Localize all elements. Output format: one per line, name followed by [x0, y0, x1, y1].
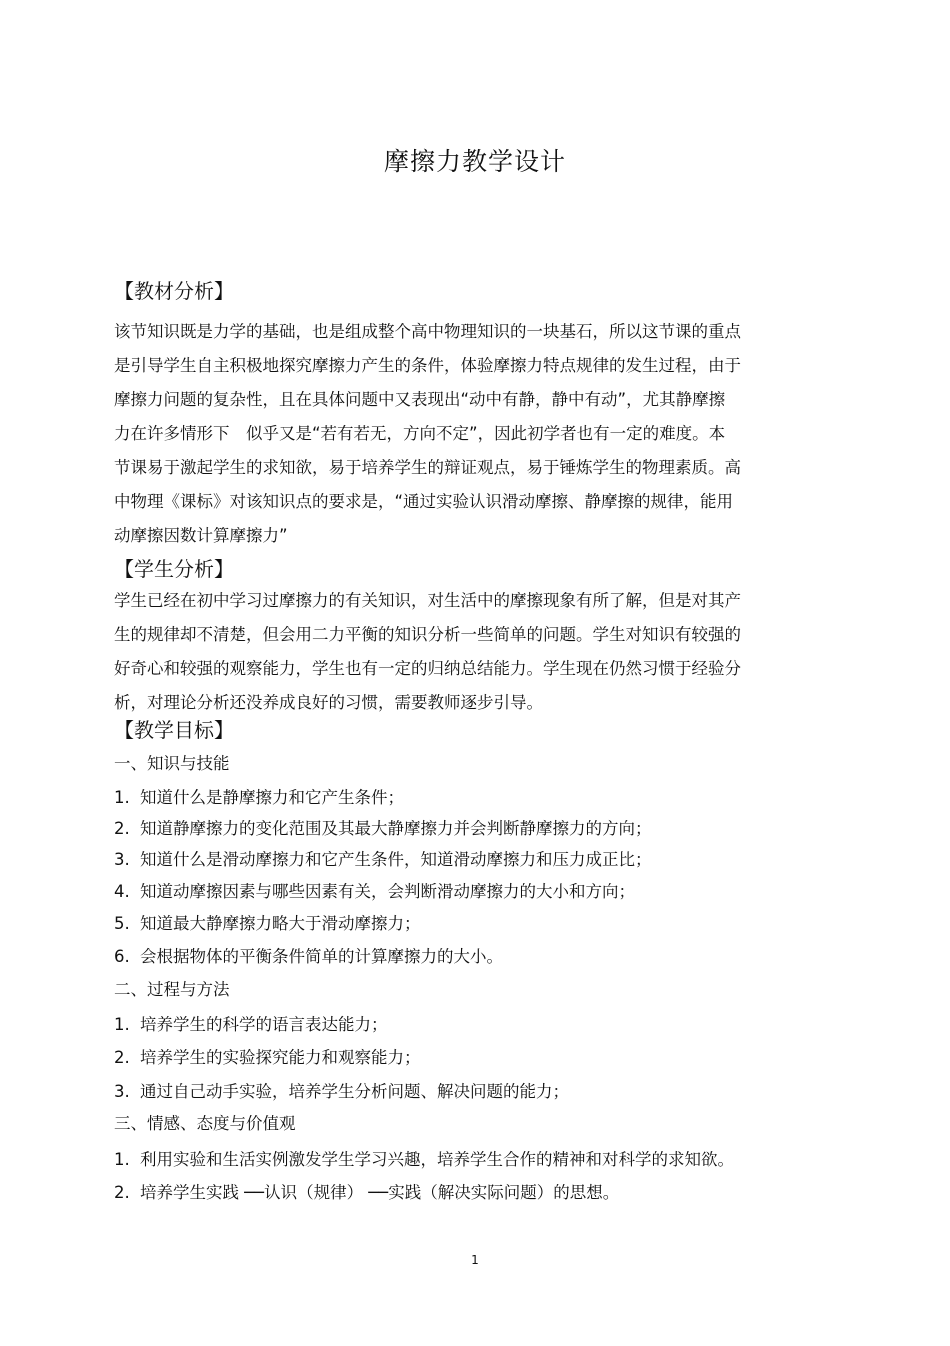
item-text: 知道动摩擦因素与哪些因素有关，会判断滑动摩擦力的大小和方向； [140, 882, 635, 901]
page-number: 1 [471, 1253, 479, 1267]
item-text: 知道静摩擦力的变化范围及其最大静摩擦力并会判断静摩擦力的方向； [140, 819, 652, 838]
knowledge-skills-heading: 一、知识与技能 [114, 754, 230, 773]
paragraph-line: 学生已经在初中学习过摩擦力的有关知识，对生活中的摩擦现象有所了解，但是对其产 [114, 591, 741, 610]
item-number: 5. [114, 914, 130, 933]
material-analysis-paragraph [114, 315, 804, 553]
item-text: 利用实验和生活实例激发学生学习兴趣，培养学生合作的精神和对科学的求知欲。 [140, 1150, 734, 1169]
list-item [114, 1146, 734, 1170]
list-item [114, 1179, 619, 1203]
paragraph-line: 节课易于激起学生的求知欲，易于培养学生的辩证观点，易于锤炼学生的物理素质。高 [114, 458, 741, 477]
item-text: 培养学生的科学的语言表达能力； [140, 1015, 388, 1034]
paragraph-line: 中物理《课标》对该知识点的要求是，“通过实验认识滑动摩擦、静摩擦的规律，能用 [114, 492, 734, 511]
list-item [114, 1044, 421, 1068]
item-text: 培养学生的实验探究能力和观察能力； [140, 1048, 421, 1067]
paragraph-line: 动摩擦因数计算摩擦力” [114, 526, 288, 545]
item-text: 知道什么是滑动摩擦力和它产生条件，知道滑动摩擦力和压力成正比； [140, 850, 652, 869]
paragraph-line: 力在许多情形下 似乎又是“若有若无，方向不定”，因此初学者也有一定的难度。本 [114, 424, 726, 443]
paragraph-line: 生的规律却不清楚，但会用二力平衡的知识分析一些简单的问题。学生对知识有较强的 [114, 625, 741, 644]
item-text: 知道什么是静摩擦力和它产生条件； [140, 788, 404, 807]
material-analysis-heading: 【教材分析】 [114, 279, 234, 303]
student-analysis-heading: 【学生分析】 [114, 557, 234, 581]
item-number: 4. [114, 882, 130, 901]
list-item [114, 1078, 569, 1102]
student-analysis-paragraph [114, 584, 804, 720]
paragraph-line: 好奇心和较强的观察能力，学生也有一定的归纳总结能力。学生现在仍然习惯于经验分 [114, 659, 741, 678]
teaching-goals-heading: 【教学目标】 [114, 718, 234, 742]
item-text: 知道最大静摩擦力略大于滑动摩擦力； [140, 914, 421, 933]
list-item [114, 878, 635, 902]
item-number: 2. [114, 1183, 130, 1202]
item-text: 通过自己动手实验，培养学生分析问题、解决问题的能力； [140, 1082, 569, 1101]
page-title: 摩擦力教学设计 [383, 147, 566, 176]
paragraph-line: 析，对理论分析还没养成良好的习惯，需要教师逐步引导。 [114, 693, 543, 712]
process-methods-heading: 二、过程与方法 [114, 980, 230, 999]
item-text: 培养学生实践 ──认识（规律） ──实践（解决实际问题）的思想。 [140, 1183, 620, 1202]
item-number: 3. [114, 1082, 130, 1101]
item-number: 1. [114, 1150, 130, 1169]
list-item [114, 784, 404, 808]
list-item [114, 846, 652, 870]
item-number: 2. [114, 1048, 130, 1067]
list-item [114, 943, 503, 967]
item-number: 1. [114, 788, 130, 807]
item-number: 1. [114, 1015, 130, 1034]
paragraph-line: 是引导学生自主积极地探究摩擦力产生的条件，体验摩擦力特点规律的发生过程，由于 [114, 356, 741, 375]
item-number: 2. [114, 819, 130, 838]
list-item [114, 910, 421, 934]
emotion-values-heading: 三、情感、态度与价值观 [114, 1114, 296, 1133]
paragraph-line: 摩擦力问题的复杂性，且在具体问题中又表现出“动中有静，静中有动”，尤其静摩擦 [114, 390, 726, 409]
item-text: 会根据物体的平衡条件简单的计算摩擦力的大小。 [140, 947, 503, 966]
item-number: 3. [114, 850, 130, 869]
paragraph-line: 该节知识既是力学的基础，也是组成整个高中物理知识的一块基石，所以这节课的重点 [114, 322, 741, 341]
item-number: 6. [114, 947, 130, 966]
list-item [114, 815, 652, 839]
list-item [114, 1011, 388, 1035]
